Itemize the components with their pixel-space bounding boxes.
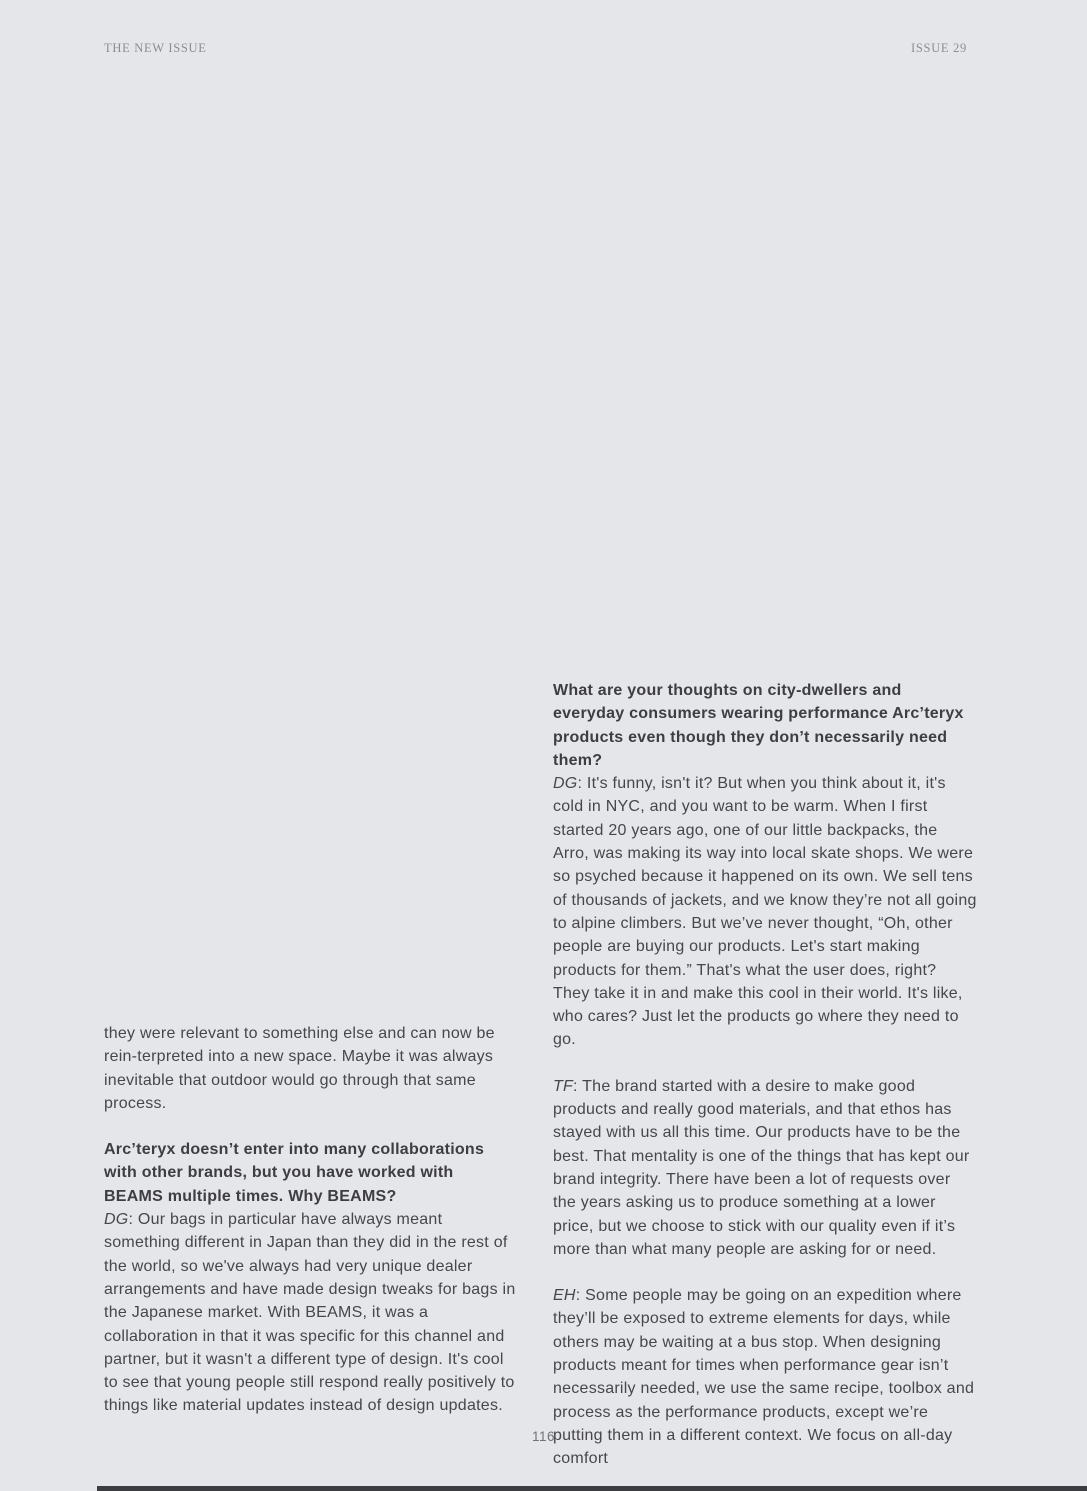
- interview-question: Arc’teryx doesn’t enter into many collaborations with other brands, but you have worked with BEAMS multiple times. Why BEAMS?: [104, 1141, 485, 1205]
- speaker-label: EH: [553, 1287, 576, 1305]
- running-head-right: ISSUE 29: [911, 41, 967, 55]
- right-text-column: [553, 679, 977, 1471]
- running-head-left: THE NEW ISSUE: [104, 41, 207, 55]
- speaker-label: DG: [104, 1211, 129, 1229]
- interview-question: What are your thoughts on city-dwellers and everyday consumers wearing performance Arc’teryx products even though they don’t necessarily need them?: [553, 682, 964, 769]
- interview-paragraph: they were relevant to something else and can now be rein-terpreted into a new space. Maybe it was always inevitable that outdoor would go through that same process.: [104, 1025, 495, 1112]
- interview-paragraph: DG: It's funny, isn't it? But when you think about it, it's cold in NYC, and you want to be warm. When I first started 20 years ago, one of our little backpacks, the Arro, was making its way into local skate shops. We were so psyched because it happened on its own. We sell tens of thousands of jackets, and we know they’re not all going to alpine climbers. But we’ve never thought, “Oh, other people are buying our products. Let's start making products for them.” That's what the user does, right? They take it in and make this cool in their world. It's like, who cares? Just let the products go where they need to go.: [553, 775, 977, 1049]
- speaker-label: DG: [553, 775, 578, 793]
- interview-paragraph: DG: Our bags in particular have always meant something different in Japan than they did in the rest of the world, so we've always had very unique dealer arrangements and have made design tweaks for bags in the Japanese market. With BEAMS, it was a collaboration in that it was specific for this channel and partner, but it wasn't a different type of design. It's cool to see that young people still respond really positively to things like material updates instead of design updates.: [104, 1211, 516, 1415]
- next-page-edge: [97, 1486, 1087, 1491]
- speaker-label: TF: [553, 1077, 574, 1095]
- page-number: 116: [531, 1429, 556, 1444]
- interview-paragraph: EH: Some people may be going on an expedition where they’ll be exposed to extreme elements for days, while others may be waiting at a bus stop. When designing products meant for times when performance gear isn’t necessarily needed, we use the same recipe, toolbox and process as the performance products, except we’re putting them in a different context. We focus on all-day comfort: [553, 1287, 975, 1468]
- left-text-column: [104, 1022, 516, 1418]
- page-header: [104, 41, 967, 56]
- interview-paragraph: TF: The brand started with a desire to make good products and really good materials, and that ethos has stayed with us all this time. Our products have to be the best. That mentality is one of the things that has kept our brand integrity. There have been a lot of requests over the years asking us to produce something at a lower price, but we choose to stick with our quality even if it’s more than what many people are asking for or need.: [553, 1077, 970, 1258]
